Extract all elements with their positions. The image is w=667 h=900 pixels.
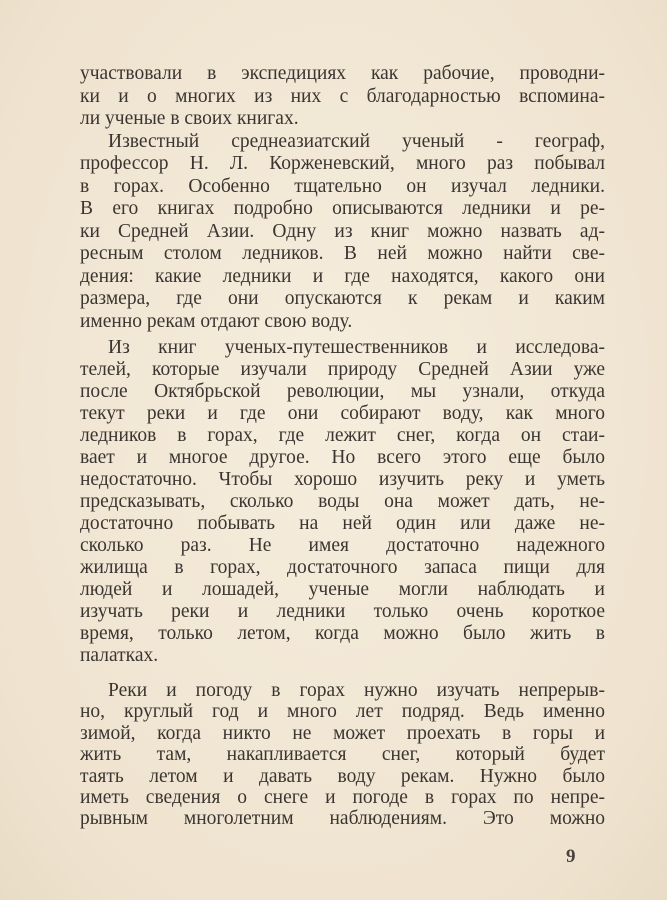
text-line: рывным многолетним наблюдениям. Это можно [80, 808, 605, 830]
text-line: Известный среднеазиатский ученый - географ, [108, 130, 605, 152]
text-line: размера, где они опускаются к рекам и каким [80, 288, 605, 309]
text-line: В его книгах подробно описываются ледники и ре- [80, 198, 605, 219]
text-line: зимой, когда никто не может проехать в горы и [80, 722, 605, 744]
text-block-bottom [80, 680, 605, 830]
text-line: таять летом и давать воду рекам. Нужно было [80, 765, 605, 787]
text-line: ресным столом ледников. В ней можно найти све- [80, 243, 605, 264]
text-line: палатках. [80, 645, 159, 666]
text-line: жить там, накапливается снег, который будет [80, 744, 605, 766]
text-line: Реки и погоду в горах нужно изучать непрерыв- [108, 680, 605, 701]
paragraph-continuous-study [80, 680, 605, 830]
text-line: ледников в горах, где лежит снег, когда он стаи- [80, 425, 605, 446]
text-line: людей и лошадей, ученые могли наблюдать и [80, 579, 605, 600]
text-line: ли ученые в своих книгах. [80, 108, 299, 129]
text-line: изучать реки и ледники только очень короткое [80, 601, 605, 622]
text-line: участвовали в экспедициях как рабочие, проводни- [80, 63, 605, 84]
text-line: сколько раз. Не имея достаточно надежного [80, 535, 605, 556]
text-line: профессор Н. Л. Корженевский, много раз побывал [80, 153, 605, 174]
text-line: недостаточно. Чтобы хорошо изучить реку и уметь [80, 469, 605, 490]
text-line: жилища в горах, достаточного запаса пищи для [80, 557, 605, 578]
text-line: после Октябрьской революции, мы узнали, откуда [80, 381, 605, 402]
paragraph-continued [80, 63, 605, 131]
text-line: именно рекам отдают свою воду. [80, 310, 353, 332]
text-line: дения: какие ледники и где находятся, какого они [80, 265, 605, 287]
text-line: телей, которые изучали природу Средней Азии уже [80, 359, 605, 380]
page-number: 9 [566, 846, 576, 867]
text-block-top [80, 63, 605, 333]
text-line: вает и многое другое. Но всего этого еще было [80, 447, 605, 468]
text-line: в горах. Особенно тщательно он изучал ледники. [80, 175, 605, 197]
paragraph-travelers-books [80, 337, 605, 667]
text-line: но, круглый год и много лет подряд. Ведь именно [80, 701, 605, 723]
text-line: время, только летом, когда можно было жить в [80, 623, 605, 644]
text-block-middle [80, 337, 605, 667]
text-line: иметь сведения о снеге и погоде в горах по непре- [80, 786, 605, 808]
text-line: предсказывать, сколько воды она может дать, не- [80, 491, 605, 512]
text-line: достаточно побывать на ней один или даже не- [80, 513, 605, 534]
paragraph-korzhenevsky [80, 131, 605, 334]
text-line: Из книг ученых-путешественников и исследова- [108, 337, 605, 358]
text-line: текут реки и где они собирают воду, как много [80, 403, 605, 424]
text-line: ки Средней Азии. Одну из книг можно назвать ад- [80, 220, 605, 242]
text-line: ки и о многих из них с благодарностью вспомина- [80, 85, 605, 107]
